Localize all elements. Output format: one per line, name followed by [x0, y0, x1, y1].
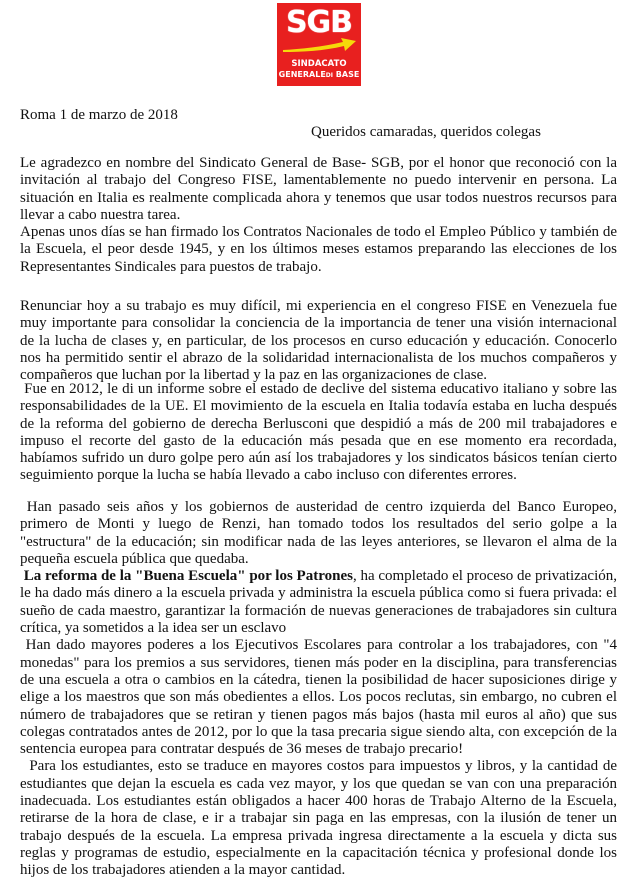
arrow-swoosh-icon [281, 37, 357, 53]
paragraph-4-text-b [20, 568, 621, 637]
logo-word-generale: GENERALE [278, 70, 326, 79]
letter-greeting: Queridos camaradas, queridos colegas [311, 124, 541, 140]
logo-word-base: BASE [335, 70, 360, 79]
sgb-logo [277, 3, 361, 86]
logo-acronym: SGB [285, 5, 353, 40]
paragraph-3 [20, 381, 621, 485]
paragraph-3-text: Fue en 2012, le di un informe sobre el estado de declive del sistema educativo italiano y sobre las responsabilidades de la UE. El movimiento de la escuela en Italia todavía estaba en lucha después de la reforma del gobierno de derecha Berlusconi que despidió a más de 200 mil trabajadores e impuso el recorte del gasto de la educación más pesada que en ese momento era recordada, habíamos sufrido un duro golpe pero aún así los trabajadores y los sindicatos básicos tenían cierto seguimiento porque la lucha se había llevado a cabo incluso con diferentes errores. [20, 381, 621, 484]
paragraph-1-text-a: Le agradezco en nombre del Sindicato General de Base- SGB, por el honor que reconoció con la invitación al trabajo del Congreso FISE, lamentablemente no puedo intervenir en persona. La situación en Italia es realmente complicada ahora y tenemos que usar todos nuestros recursos para llevar a cabo nuestra tarea. [20, 155, 617, 223]
buena-escuela-text: , ha completado el proceso de privatización, le ha dado más dinero a la escuela privada y administra la escuela pública como si fuera privada: el sueño de cada maestro, garantizar la formación de nuevas generaciones de trabajadores sin cultura crítica, ya sometidos a la idea ser un esclavo [20, 568, 621, 637]
paragraph-2-text: Renunciar hoy a su trabajo es muy difícil, mi experiencia en el congreso FISE en Venezuela fue muy importante para consolidar la conciencia de la importancia de tener una visión internacional de la lucha de clases y, en particular, de los procesos en curso educación y educación. Conocerlo nos ha permitido sentir el abrazo de la solidaridad internacionalista de los muchos compañeros y compañeros que luchan por la libertad y la paz en las organizaciones de clase. [20, 298, 617, 384]
paragraph-4-text-c: Han dado mayores poderes a los Ejecutivos Escolares para controlar a los trabajadores, con "4 monedas" para los premios a sus servidores, tienen más poder en la disciplina, para transferencias de una escuela a otra o cambios en la cátedra, tienen la posibilidad de hacer suposiciones dirige y elige a los maestros que son más obedientes a ellos. Los pocos reclutas, sin embargo, no cubren el número de trabajadores que se retiran y tienen pagos más bajos (hasta mil euros al año) que sus colegas contratados antes de 2012, por lo que la tasa precaria sigue siendo alta, con excepción de la sentencia europea para contratar después de 36 meses de trabajo precario! [20, 637, 621, 758]
paragraph-2 [20, 298, 617, 384]
logo-line-sindacato: SINDACATO [291, 59, 347, 69]
logo-line-generale-di-base [277, 70, 361, 81]
paragraph-4-text-a: Han pasado seis años y los gobiernos de austeridad de centro izquierda del Banco Europeo, primero de Monti y luego de Renzi, han tomado todos los resultados del serio golpe a la "estructura" de la educación; sin modificar nada de las leyes anteriores, se llevaron el alma de la pequeña escuela pública que quedaba. [20, 499, 621, 567]
letter-date: Roma 1 de marzo de 2018 [20, 107, 178, 123]
paragraph-1 [20, 155, 617, 276]
logo-word-di: DI [325, 72, 333, 79]
paragraph-1-text-b: Apenas unos días se han firmado los Contratos Nacionales de todo el Empleo Público y también de la Escuela, el peor desde 1945, y en los últimos meses estamos preparando las elecciones de los Representantes Sindicales para puestos de trabajo. [20, 224, 617, 275]
buena-escuela-heading: La reforma de la "Buena Escuela" por los Patrones [20, 568, 353, 585]
paragraph-4 [20, 499, 621, 880]
paragraph-4-text-d: Para los estudiantes, esto se traduce en mayores costos para impuestos y libros, y la cantidad de estudiantes que dejan la escuela es cada vez mayor, y los que quedan se van con una preparación inadecuada. Los estudiantes están obligados a hacer 400 horas de Trabajo Alterno de la Escuela, retirarse de la hora de clase, e ir a trabajar sin paga en las empresas, con la ilusión de tener un trabajo después de la escuela. La empresa privada ingresa directamente a la escuela y dicta sus reglas y programas de estudio, especialmente en la capacitación técnica y profesional donde los hijos de los trabajadores atienden a la mayor cantidad. [20, 758, 621, 879]
